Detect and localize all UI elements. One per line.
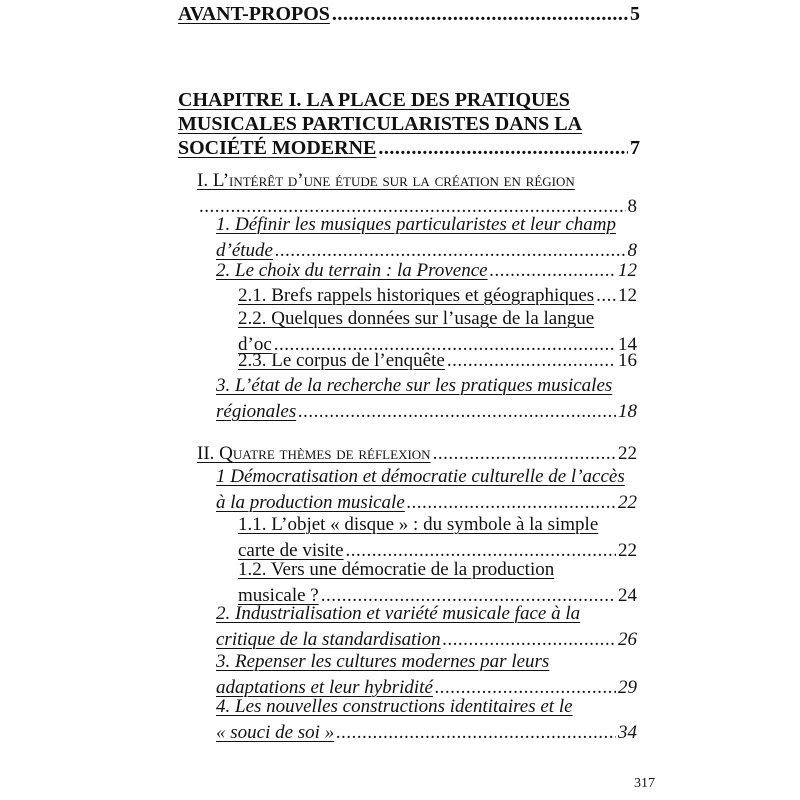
dot-leader xyxy=(298,399,616,425)
toc-entry-1-2-3 xyxy=(238,348,637,374)
toc-entry-avant-propos xyxy=(178,2,640,26)
entry-title: AVANT-PROPOS xyxy=(178,3,330,25)
toc-entry-2-1 xyxy=(216,464,637,516)
entry-title: 2.3. Le corpus de l’enquête xyxy=(238,350,445,371)
entry-title: I. L’intérêt d’une étude sur la création en région xyxy=(197,170,575,191)
page-ref: 5 xyxy=(630,3,640,25)
page-ref: 7 xyxy=(630,137,640,159)
entry-title: 2.2. Quelques données sur l’usage de la langue xyxy=(238,308,595,329)
entry-title: « souci de soi » xyxy=(216,722,335,743)
entry-title: musicale ? xyxy=(238,585,319,606)
dot-leader xyxy=(490,258,616,284)
dot-leader xyxy=(332,2,628,26)
entry-title: régionales xyxy=(216,401,297,422)
entry-title: critique de la standardisation xyxy=(216,629,441,650)
entry-title: 4. Les nouvelles constructions identitaires et le xyxy=(216,696,573,717)
toc-entry-1-2 xyxy=(216,258,637,284)
page-ref: 12 xyxy=(618,260,637,281)
toc-entry-2-2 xyxy=(216,601,637,653)
entry-title: 2. Le choix du terrain : la Provence xyxy=(216,260,488,281)
page-ref: 29 xyxy=(618,677,637,698)
page-ref: 22 xyxy=(618,540,637,561)
dot-leader xyxy=(336,720,616,746)
page-ref: 18 xyxy=(618,401,637,422)
toc-entry-1-3 xyxy=(216,373,637,425)
page-ref: 24 xyxy=(618,585,637,606)
page-ref: 8 xyxy=(627,240,637,261)
entry-title: à la production musicale xyxy=(216,492,405,513)
entry-title: 1. Définir les musiques particularistes et leur champ xyxy=(216,214,617,235)
page-ref: 14 xyxy=(618,334,637,355)
page-ref: 8 xyxy=(627,196,637,217)
entry-title: 1.2. Vers une démocratie de la production xyxy=(238,559,555,580)
page-ref: 22 xyxy=(618,492,637,513)
page-ref: 12 xyxy=(618,285,637,306)
entry-title: SOCIÉTÉ MODERNE xyxy=(178,137,377,159)
entry-title: 2. Industrialisation et variété musicale face à la xyxy=(216,603,581,624)
toc-entry-chapitre-1 xyxy=(178,88,640,160)
entry-title: 3. Repenser les cultures modernes par leurs xyxy=(216,651,550,672)
dot-leader xyxy=(378,136,628,160)
toc-entry-1-1 xyxy=(216,212,637,264)
page-number: 317 xyxy=(634,776,655,791)
page-ref: 22 xyxy=(618,443,637,464)
entry-title: CHAPITRE I. LA PLACE DES PRATIQUES xyxy=(178,89,570,111)
entry-title: d’oc xyxy=(238,334,272,355)
entry-title: d’étude xyxy=(216,240,273,261)
page-ref: 16 xyxy=(618,350,637,371)
entry-title: 1.1. L’objet « disque » : du symbole à la simple xyxy=(238,514,599,535)
toc-entry-2-4 xyxy=(216,694,637,746)
entry-title: 3. L’état de la recherche sur les pratiques musicales xyxy=(216,375,613,396)
entry-title: carte de visite xyxy=(238,540,344,561)
entry-title: 1 Démocratisation et démocratie culturelle de l’accès xyxy=(216,466,625,487)
page-ref: 26 xyxy=(618,629,637,650)
dot-leader xyxy=(447,348,616,374)
entry-title: 2.1. Brefs rappels historiques et géographiques xyxy=(238,285,595,306)
entry-title: MUSICALES PARTICULARISTES DANS LA xyxy=(178,113,583,135)
entry-title: adaptations et leur hybridité xyxy=(216,677,433,698)
entry-title: II. Quatre thèmes de réflexion xyxy=(197,443,431,464)
page-ref: 34 xyxy=(618,722,637,743)
